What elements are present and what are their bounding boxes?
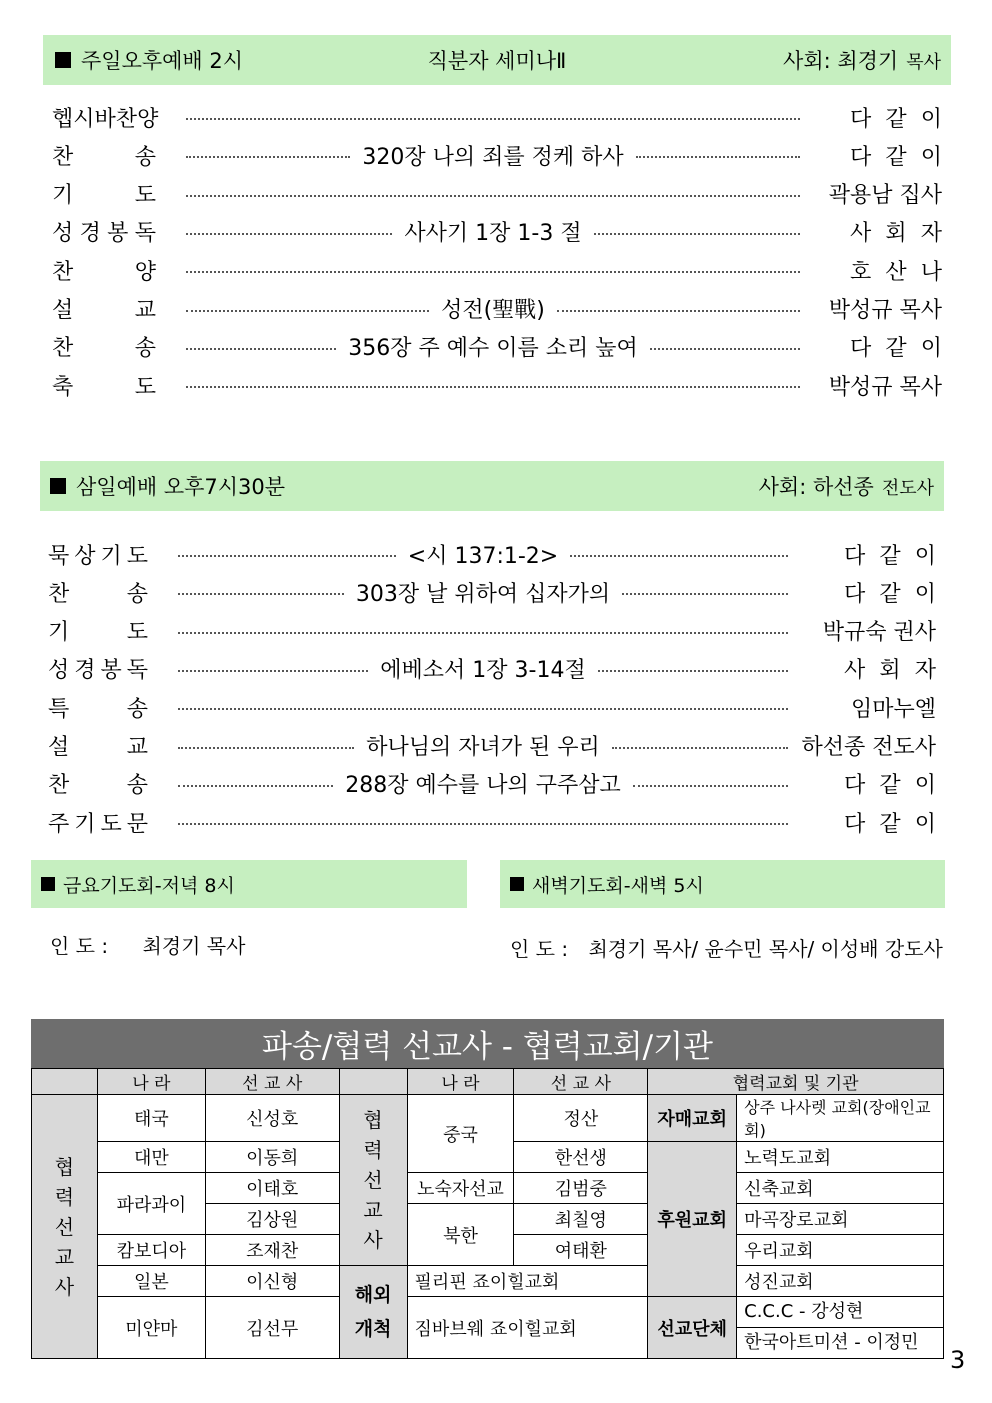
- country-cell: 캄보디아: [97, 1235, 205, 1266]
- dot-leader: [178, 785, 333, 787]
- order-detail: [178, 805, 788, 839]
- order-label: 묵 상 기 도: [48, 543, 148, 569]
- order-row: [48, 690, 936, 724]
- country-cell: 파라과이: [97, 1173, 205, 1235]
- header-partners: 협력교회 및 기관: [648, 1069, 944, 1095]
- order-label: 주 기 도 문: [48, 811, 148, 837]
- square-bullet-icon: [55, 52, 71, 68]
- support-church: 마곡장로교회: [737, 1204, 944, 1235]
- dot-leader: [570, 555, 788, 557]
- overseas-church: 필리핀 죠이힐교회: [407, 1266, 648, 1297]
- order-detail: [186, 292, 800, 326]
- dawn-leader-label: 인 도 :: [510, 937, 569, 961]
- order-center-text: <시 137:1-2>: [407, 543, 559, 569]
- wednesday-host-role: 전도사: [881, 478, 934, 499]
- header-empty: [32, 1069, 98, 1095]
- order-row: [52, 253, 942, 287]
- dot-leader: [636, 156, 800, 158]
- order-label: 찬 양: [52, 259, 156, 285]
- overseas-label: 해외 개척: [339, 1266, 407, 1359]
- friday-leader-row: [50, 930, 245, 959]
- support-church-label: 후원교회: [648, 1142, 737, 1297]
- order-person: 하선종 전도사: [801, 735, 936, 760]
- order-row: [52, 215, 942, 249]
- order-row: [52, 330, 942, 364]
- order-label: 특 송: [48, 696, 148, 722]
- order-person: 다 같 이: [844, 773, 936, 799]
- country-cell: 중국: [407, 1095, 514, 1173]
- group-label-2: 협 력 선 교 사: [339, 1095, 407, 1266]
- order-detail: [186, 330, 800, 364]
- dot-leader: [594, 233, 800, 235]
- dot-leader: [186, 386, 800, 388]
- order-row: [48, 537, 936, 571]
- order-label: 기 도: [52, 183, 156, 209]
- sunday-host-role: 목사: [906, 52, 941, 73]
- country-cell: 북한: [407, 1204, 514, 1266]
- order-detail: [178, 767, 788, 801]
- dot-leader: [557, 310, 800, 312]
- order-detail: [178, 690, 788, 724]
- order-detail: [186, 368, 800, 402]
- order-row: [48, 767, 936, 801]
- table-header-row: [32, 1069, 944, 1095]
- order-detail: [178, 614, 788, 648]
- dot-leader: [186, 310, 429, 312]
- header-country: 나 라: [407, 1069, 514, 1095]
- mission-orgs: [737, 1297, 944, 1359]
- dot-leader: [178, 555, 396, 557]
- friday-title: 금요기도회-저녁 8시: [63, 874, 235, 897]
- order-person: 박성규 목사: [828, 298, 942, 323]
- order-label: 설 교: [48, 735, 148, 760]
- dot-leader: [186, 195, 800, 197]
- wednesday-title: 삼일예배 오후7시30분: [76, 475, 286, 499]
- friday-leader-label: 인 도 :: [50, 934, 109, 958]
- order-row: [52, 138, 942, 172]
- order-detail: [186, 138, 800, 172]
- order-row: [48, 575, 936, 609]
- order-center-text: 288장 예수를 나의 구주삼고: [345, 773, 621, 799]
- missionary-cell: 정산: [514, 1095, 648, 1142]
- group-label-1: 협 력 선 교 사: [32, 1095, 98, 1359]
- order-detail: [178, 652, 788, 686]
- order-label: 찬 송: [48, 773, 148, 799]
- dot-leader: [186, 271, 800, 273]
- dot-leader: [650, 348, 800, 350]
- order-row: [48, 614, 936, 648]
- order-person: 다 같 이: [850, 106, 942, 132]
- page-number: 3: [950, 1346, 966, 1374]
- friday-leader: 최경기 목사: [142, 934, 246, 958]
- dot-leader: [178, 747, 354, 749]
- missionary-cell: 이태호: [205, 1173, 339, 1204]
- missions-title: 파송/협력 선교사 - 협력교회/기관: [31, 1019, 944, 1068]
- order-person: 다 같 이: [850, 336, 942, 362]
- header-missionary: 선 교 사: [514, 1069, 648, 1095]
- dot-leader: [186, 156, 350, 158]
- friday-header: [31, 860, 467, 908]
- order-detail: [186, 253, 800, 287]
- dot-leader: [186, 348, 336, 350]
- sunday-title: 주일오후예배 2시: [81, 49, 244, 73]
- order-label: 찬 송: [52, 336, 156, 362]
- table-row: [32, 1297, 944, 1359]
- dot-leader: [622, 593, 788, 595]
- order-person: 다 같 이: [844, 811, 936, 837]
- order-detail: [186, 177, 800, 211]
- dot-leader: [186, 118, 800, 120]
- table-row: [32, 1173, 944, 1204]
- order-center-text: 320장 나의 죄를 정케 하사: [362, 144, 624, 170]
- order-label: 설 교: [52, 298, 156, 323]
- order-person: 사 회 자: [844, 658, 936, 684]
- mission-org: 한국아트미션 - 이정민: [744, 1332, 919, 1353]
- order-center-text: 성전(聖戰): [441, 298, 545, 323]
- missionary-cell: 김선무: [205, 1297, 339, 1359]
- order-center-text: 하나님의 자녀가 된 우리: [366, 735, 600, 760]
- square-bullet-icon: [50, 478, 66, 494]
- order-person: 곽용남 집사: [828, 183, 942, 209]
- dot-leader: [178, 593, 344, 595]
- dot-leader: [612, 747, 788, 749]
- order-person: 다 같 이: [844, 581, 936, 607]
- country-cell: 미얀마: [97, 1297, 205, 1359]
- order-center-text: 사사기 1장 1-3 절: [404, 221, 582, 247]
- header-empty: [339, 1069, 407, 1095]
- order-detail: [178, 575, 788, 609]
- support-church: 노력도교회: [737, 1142, 944, 1173]
- dawn-title: 새벽기도회-새벽 5시: [532, 874, 704, 897]
- overseas-church: 짐바브웨 죠이힐교회: [407, 1297, 648, 1359]
- missionary-cell: 김범중: [514, 1173, 648, 1204]
- country-cell: 대만: [97, 1142, 205, 1173]
- dot-leader: [186, 233, 392, 235]
- order-label: 헵 시 바 찬 양: [52, 106, 159, 132]
- table-row: [32, 1266, 944, 1297]
- mission-org-label: 선교단체: [648, 1297, 737, 1359]
- missionary-cell: 이동희: [205, 1142, 339, 1173]
- sunday-host: 사회: 최경기: [783, 49, 899, 73]
- mission-org: C.C.C - 강성현: [737, 1297, 943, 1328]
- missionary-cell: 한선생: [514, 1142, 648, 1173]
- order-row: [48, 805, 936, 839]
- missionary-cell: 조재찬: [205, 1235, 339, 1266]
- dot-leader: [633, 785, 788, 787]
- dawn-header: [500, 860, 945, 908]
- order-person: 박성규 목사: [828, 374, 942, 400]
- order-label: 성 경 봉 독: [48, 658, 148, 684]
- sister-church: 상주 나사렛 교회(장애인교회): [737, 1095, 944, 1142]
- dot-leader: [178, 823, 788, 825]
- order-person: 호 산 나: [850, 259, 942, 285]
- order-row: [52, 177, 942, 211]
- order-center-text: 303장 날 위하여 십자가의: [355, 581, 611, 607]
- dawn-leader-row: [510, 933, 943, 962]
- country-cell: 태국: [97, 1095, 205, 1142]
- dot-leader: [178, 670, 368, 672]
- order-label: 성 경 봉 독: [52, 221, 156, 247]
- support-church: 우리교회: [737, 1235, 944, 1266]
- table-row: [32, 1095, 944, 1142]
- missionary-cell: 최칠영: [514, 1204, 648, 1235]
- sunday-header: [43, 35, 951, 85]
- sunday-subtitle: 직분자 세미나Ⅱ: [427, 49, 567, 73]
- order-person: 다 같 이: [844, 543, 936, 569]
- wednesday-header: [40, 461, 944, 511]
- dawn-leader: 최경기 목사/ 윤수민 목사/ 이성배 강도사: [588, 937, 943, 961]
- order-detail: [186, 100, 800, 134]
- order-label: 찬 송: [52, 144, 156, 170]
- missionary-cell: 김상원: [205, 1204, 339, 1235]
- order-row: [48, 652, 936, 686]
- order-row: [52, 292, 942, 326]
- wednesday-host: 사회: 하선종: [758, 475, 874, 499]
- support-church: 신축교회: [737, 1173, 944, 1204]
- support-church: 성진교회: [737, 1266, 944, 1297]
- missionary-cell: 여태환: [514, 1235, 648, 1266]
- dot-leader: [178, 632, 788, 634]
- order-detail: [178, 729, 788, 763]
- order-row: [52, 368, 942, 402]
- dot-leader: [178, 708, 788, 710]
- order-label: 축 도: [52, 374, 156, 400]
- order-label: 찬 송: [48, 581, 148, 607]
- header-country: 나 라: [97, 1069, 205, 1095]
- order-label: 기 도: [48, 620, 148, 646]
- order-row: [52, 100, 942, 134]
- square-bullet-icon: [510, 877, 524, 891]
- order-row: [48, 729, 936, 763]
- order-center-text: 356장 주 예수 이름 소리 높여: [348, 336, 638, 362]
- order-person: 다 같 이: [850, 144, 942, 170]
- dot-leader: [598, 670, 788, 672]
- country-cell: 노숙자선교: [407, 1173, 514, 1204]
- square-bullet-icon: [41, 877, 55, 891]
- order-person: 임마누엘: [850, 696, 936, 722]
- order-person: 사 회 자: [850, 221, 942, 247]
- header-missionary: 선 교 사: [205, 1069, 339, 1095]
- order-person: 박규숙 권사: [822, 620, 936, 646]
- missions-table: [31, 1068, 944, 1359]
- order-detail: [186, 215, 800, 249]
- country-cell: 일본: [97, 1266, 205, 1297]
- order-detail: [178, 537, 788, 571]
- missionary-cell: 이신형: [205, 1266, 339, 1297]
- sister-church-label: 자매교회: [648, 1095, 737, 1142]
- missionary-cell: 신성호: [205, 1095, 339, 1142]
- order-center-text: 에베소서 1장 3-14절: [380, 658, 586, 684]
